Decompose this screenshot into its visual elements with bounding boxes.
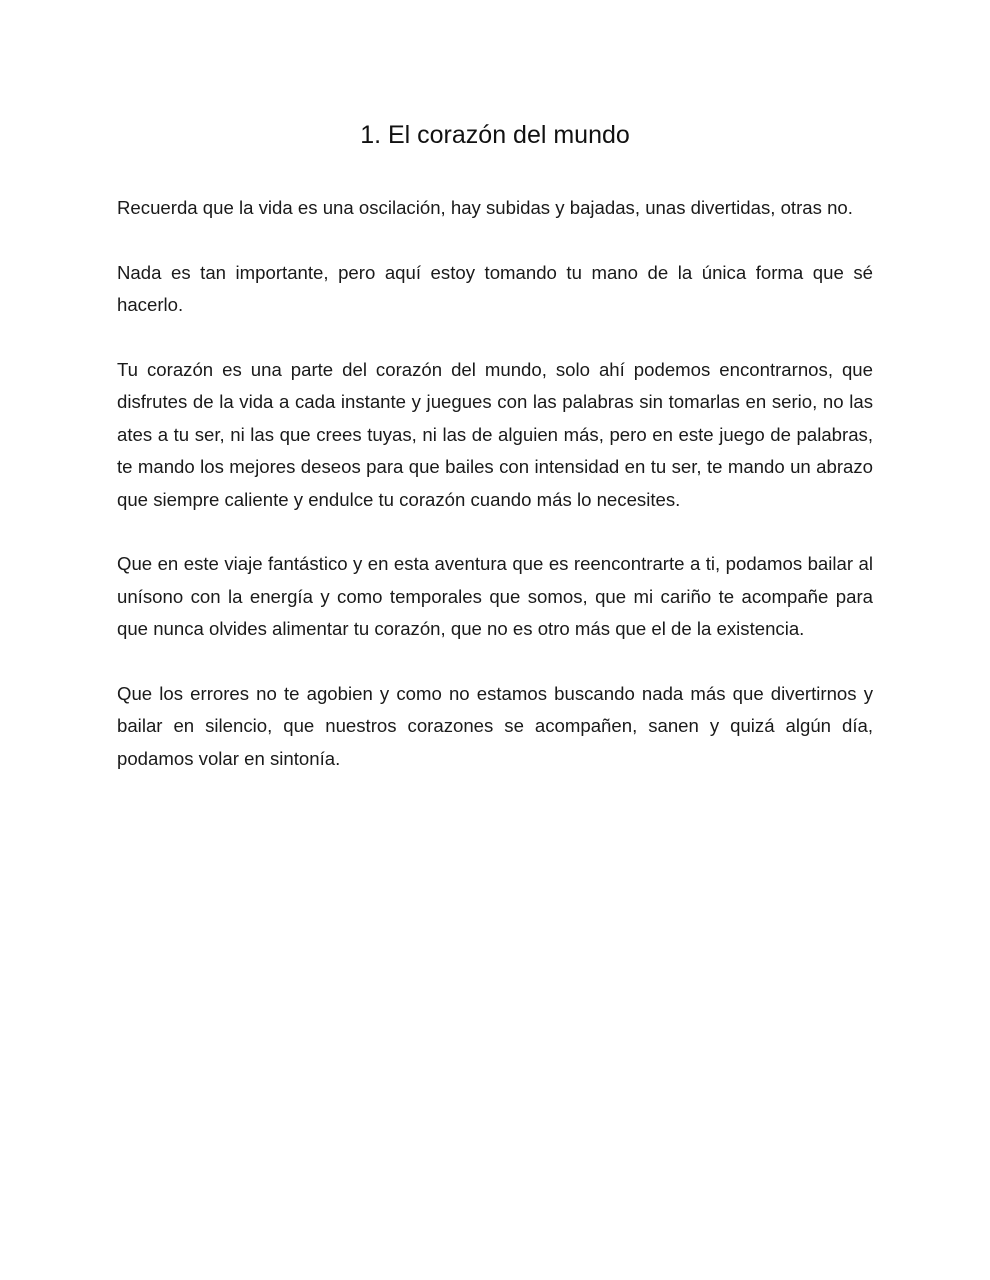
paragraph-3: Tu corazón es una parte del corazón del mundo, solo ahí podemos encontrarnos, que disfrutes de la vida a cada instante y juegues con las palabras sin tomarlas en serio, no las ates a tu ser, ni las que crees tuyas, ni las de alguien más, pero en este juego de palabras, te mando los mejores deseos para que bailes con intensidad en tu ser, te mando un abrazo que siempre caliente y endulce tu corazón cuando más lo necesites. <box>117 358 873 510</box>
paragraph-5: Que los errores no te agobien y como no estamos buscando nada más que divertirnos y bailar en silencio, que nuestros corazones se acompañen, sanen y quizá algún día, podamos volar en sintonía. <box>117 682 873 769</box>
document-body <box>117 192 873 807</box>
page-title: 1. El corazón del mundo <box>360 121 630 149</box>
paragraph-4: Que en este viaje fantástico y en esta aventura que es reencontrarte a ti, podamos bailar al unísono con la energía y como temporales que somos, que mi cariño te acompañe para que nunca olvides alimentar tu corazón, que no es otro más que el de la existencia. <box>117 553 873 639</box>
paragraph-2: Nada es tan importante, pero aquí estoy tomando tu mano de la única forma que sé hacerlo. <box>117 261 873 315</box>
paragraph-1: Recuerda que la vida es una oscilación, hay subidas y bajadas, unas divertidas, otras no. <box>117 197 853 218</box>
